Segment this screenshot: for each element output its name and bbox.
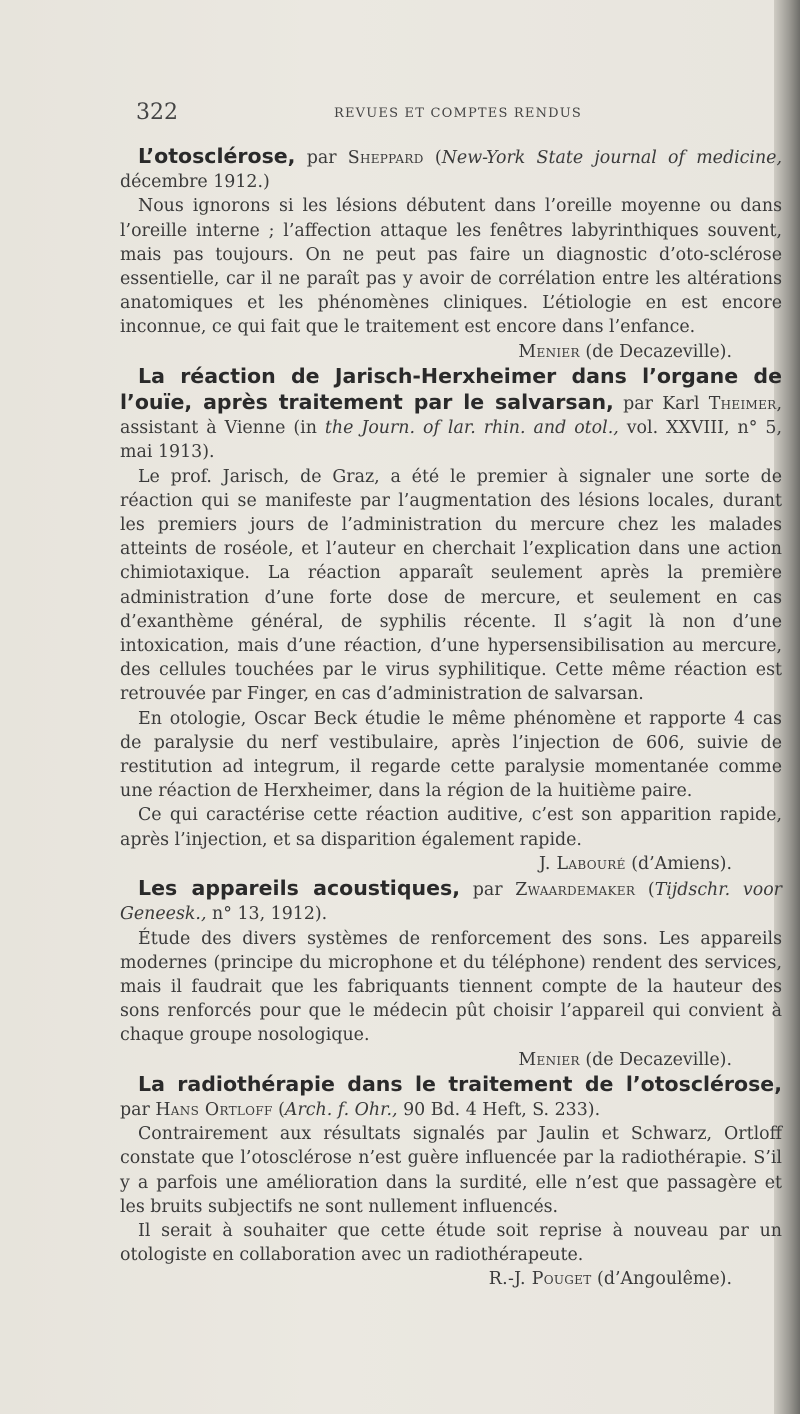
review-entry [120, 364, 782, 876]
entry-paragraph: Étude des divers systèmes de renforcement des sons. Les appareils modernes (principe du microphone et du téléphone) rendent des services, mais il faudrait que les fabriquants tiennent compte de la hauteur des sons renforcés pour que le médecin pût choisir l’appareil qui convient à chaque groupe nosologique. [120, 928, 782, 1046]
signature-name: J. Labouré [538, 853, 626, 874]
entry-source: New-York State journal of medicine, [441, 148, 782, 168]
entry-source: Arch. f. Ohr., [284, 1099, 398, 1120]
page-body [120, 144, 782, 1292]
entry-author: Zwaardemaker [515, 880, 636, 901]
review-entry [120, 876, 782, 1072]
running-title: REVUES ET COMPTES RENDUS [334, 106, 583, 121]
entry-source-open: ( [635, 880, 655, 901]
entry-paragraph: Il serait à souhaiter que cette étude soit reprise à nouveau par un otologiste en collaboration avec un radiothérapeute. [120, 1220, 782, 1266]
entry-title: L’otosclérose, [138, 144, 296, 168]
entry-date: n° 13, 1912). [206, 904, 328, 925]
entry-source: the Journ. of lar. rhin. and otol., [324, 418, 619, 439]
entry-by: par [460, 880, 516, 901]
entry-heading [120, 1072, 782, 1122]
entry-signature [120, 1048, 782, 1072]
entry-heading [120, 876, 782, 926]
entry-paragraph: Contrairement aux résultats signalés par Jaulin et Schwarz, Ortloff constate que l’otosclérose n’est guère influencée par la radiothérapie. S’il y a parfois une amélioration dans la surdité, elle n’est que passagère et les bruits subjectifs ne sont nullement influencés. [120, 1124, 782, 1217]
review-entry [120, 1072, 782, 1292]
entry-date: vol. XXVIII, n° 5, mai 1913). [120, 418, 782, 463]
signature-name: Menier [518, 341, 580, 362]
entry-paragraph: Nous ignorons si les lésions débutent dans l’oreille moyenne ou dans l’oreille interne ; l’affection attaque les fenêtres labyrinthiques souvent, mais pas toujours. On ne peut pas faire un diagnostic d’oto-sclérose essentielle, car il ne paraît pas y avoir de corrélation entre les altérations anatomiques et les phénomènes cliniques. L’étiologie en est encore inconnue, ce qui fait que le traitement est encore dans l’enfance. [120, 196, 782, 338]
entry-author: Sheppard [347, 148, 424, 168]
entry-paragraph: Ce qui caractérise cette réaction auditive, c’est son apparition rapide, après l’injection, et sa disparition également rapide. [120, 805, 782, 850]
entry-title: La réaction de Jarisch-Herxheimer dans l’organe de l’ouïe, après traitement par le salvarsan, [120, 363, 782, 415]
signature-place: (de Decazeville). [579, 341, 732, 362]
entry-heading [120, 144, 782, 194]
entry-signature [120, 1267, 782, 1291]
entry-source-open: ( [423, 148, 442, 168]
entry-by: par [120, 1099, 156, 1120]
entry-paragraph: En otologie, Oscar Beck étudie le même phénomène et rapporte 4 cas de paralysie du nerf vestibulaire, après l’injection de 606, suivie de restitution ad integrum, il regarde cette paralysie momentanée comme une réaction de Herxheimer, dans la région de la huitième paire. [120, 708, 782, 802]
entry-by: par [295, 148, 348, 168]
page-number: 322 [136, 100, 178, 125]
entry-author: Hans Ortloff [155, 1099, 273, 1120]
page-header [136, 100, 776, 130]
entry-heading [120, 364, 782, 465]
entry-signature [120, 340, 782, 364]
entry-source-open: ( [272, 1099, 285, 1120]
entry-source: Tijdschr. voor Geneesk., [120, 880, 782, 925]
entry-paragraph: Le prof. Jarisch, de Graz, a été le premier à signaler une sorte de réaction qui se manifeste par l’augmentation des lésions locales, durant les premiers jours de l’administration du mercure chez les malades atteints de roséole, et l’auteur en cherchait l’explication dans une action chimiotaxique. La réaction apparaît seulement après la première administration d’une forte dose de mercure, et seulement en cas d’exanthème général, de syphilis récente. Il s’agit là non d’une intoxication, mais d’une réaction, d’une hypersensibilisation au mercure, des cellules touchées par le virus syphilitique. Cette même réaction est retrouvée par Finger, en cas d’administration de salvarsan. [120, 466, 782, 705]
entry-title: La radiothérapie dans le traitement de l’otosclérose, [138, 1071, 782, 1096]
entry-source-open: , assistant à Vienne (in [120, 394, 782, 439]
entry-title: Les appareils acoustiques, [138, 876, 460, 901]
entry-date: décembre 1912.) [120, 172, 270, 193]
signature-name: R.-J. Pouget [488, 1269, 592, 1290]
signature-name: Menier [518, 1049, 580, 1070]
entry-by: par Karl [613, 394, 709, 415]
entry-signature [120, 852, 782, 876]
review-entry [120, 144, 782, 364]
entry-date: 90 Bd. 4 Heft, S. 233). [397, 1099, 601, 1120]
entry-author: Theimer [708, 394, 777, 415]
signature-place: (de Decazeville). [579, 1049, 732, 1070]
signature-place: (d’Angoulême). [591, 1269, 732, 1290]
signature-place: (d’Amiens). [625, 853, 732, 874]
